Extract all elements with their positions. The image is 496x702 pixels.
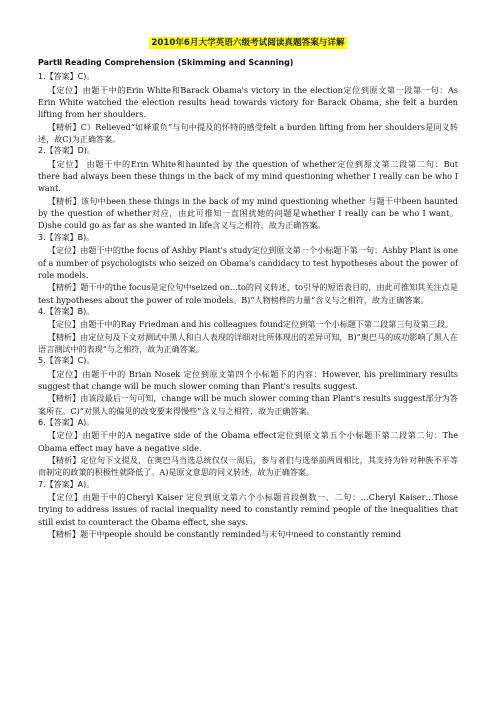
document-body	[38, 57, 458, 540]
explanation-paragraph: 【精析】C）Relieved“如释重负”与句中提及的怀特的感受felt a burden lifting from her shoulders是同义转述，故C)为正确答案。	[38, 121, 458, 145]
explanation-paragraph: 【精析】定位句下文提及，在奥巴马当选总统仅仅一周后，参与者们与选举前两周相比，其支持为针对种族不平等而制定的政策的积极性就降低了。A)是原文意思的同义转述，故为正确答案。	[38, 455, 458, 478]
explanation-paragraph: 【精析】由该段最后一句可知，change will be much slower coming than Plant's results suggest部分为答案所在。C)“对黑人的偏见的改变要来得慢些”含义与之相符，故为正确答案。	[38, 393, 458, 416]
answer-line: 3.【答案】B)。	[38, 232, 95, 242]
page-title	[0, 36, 496, 48]
answer-line: 6.【答案】A)。	[38, 417, 95, 427]
explanation-paragraph: 【精析】题干中的the focus是定位句中seized on...to的同义转述，to引导的短语表目的，由此可推知其关注点是test hypotheses about the power of role models。B)“人物榜样的力量”含义与之相符，故为正确答案。	[38, 282, 458, 305]
explanation-paragraph: 【精析】由定位句及下文对测试中黑人和白人表现的详细对比所体现出的差异可知，B)“奥巴马的成功影响了黑人在语言测试中的表现”与之相符，故为正确答案。	[38, 331, 458, 354]
explanation-paragraph: 【定位】由题干中的 Brian Nosek 定位到原文第四个小标题下的内容：However, his preliminary results suggest that change will be much slower coming than Plant's results suggest.	[38, 368, 458, 391]
answer-line: 2.【答案】D)。	[38, 146, 95, 156]
answer-line: 7.【答案】A)。	[38, 479, 95, 489]
explanation-paragraph: 【定位】 由题干中的Erin White和haunted by the question of whether定位到原文第二段第二句：But there had always been these things in the back of my mind questioning whether I really can be who I want.	[38, 158, 458, 194]
explanation-paragraph: 【定位】由题干中的Erin White和Barack Obama's victory in the election定位到原文第一段第一句：As Erin White watched the election results head towards victory for Barack Obama, she felt a burden lifting from her shoulders.	[38, 84, 458, 120]
explanation-paragraph: 【定位】由题干中的Cheryl Kaiser 定位到原文第六个小标题首段倒数一、二句：…Cheryl Kaiser…Those trying to address issues of racial inequality need to constantly remind people of the inequalities that still exist to counteract the Obama effect, she says.	[38, 492, 458, 527]
explanation-paragraph: 【定位】由题干中的the focus of Ashby Plant's study定位到原文第一个小标题下第一句：Ashby Plant is one of a number of psychologists who seized on Obama's candidacy to test hypotheses about the power of role models.	[38, 245, 458, 280]
explanation-paragraph: 【定位】由题干中的A negative side of the Obama effect定位到原文第五个小标题下第二段第二句：The Obama effect may have a negative side.	[38, 430, 458, 453]
answer-line: 5.【答案】C)。	[38, 356, 95, 366]
section-heading: PartⅡ Reading Comprehension (Skimming and Scanning)	[38, 58, 294, 67]
explanation-paragraph: 【精析】该句中been these things in the back of my mind questioning whether 与题干中been haunted by the question of whether对应，由此可推知一直困扰她的问题是whether I really can be who I want。D)she could go as far as she wanted in life含义与之相符，故为正确答案。	[38, 195, 458, 231]
explanation-paragraph: 【精析】题干中people should be constantly reminded与末句中need to constantly remind	[47, 529, 402, 540]
page-title-text: 2010年6月大学英语六级考试阅读真题答案与详解	[151, 38, 345, 48]
answer-line: 1.【答案】C)。	[38, 72, 95, 82]
answer-line: 4.【答案】B)。	[38, 306, 95, 316]
explanation-paragraph: 【定位】由题干中的Ray Friedman and his colleagues found定位到第一个小标题下第二段第三句及第三段。	[47, 319, 454, 330]
